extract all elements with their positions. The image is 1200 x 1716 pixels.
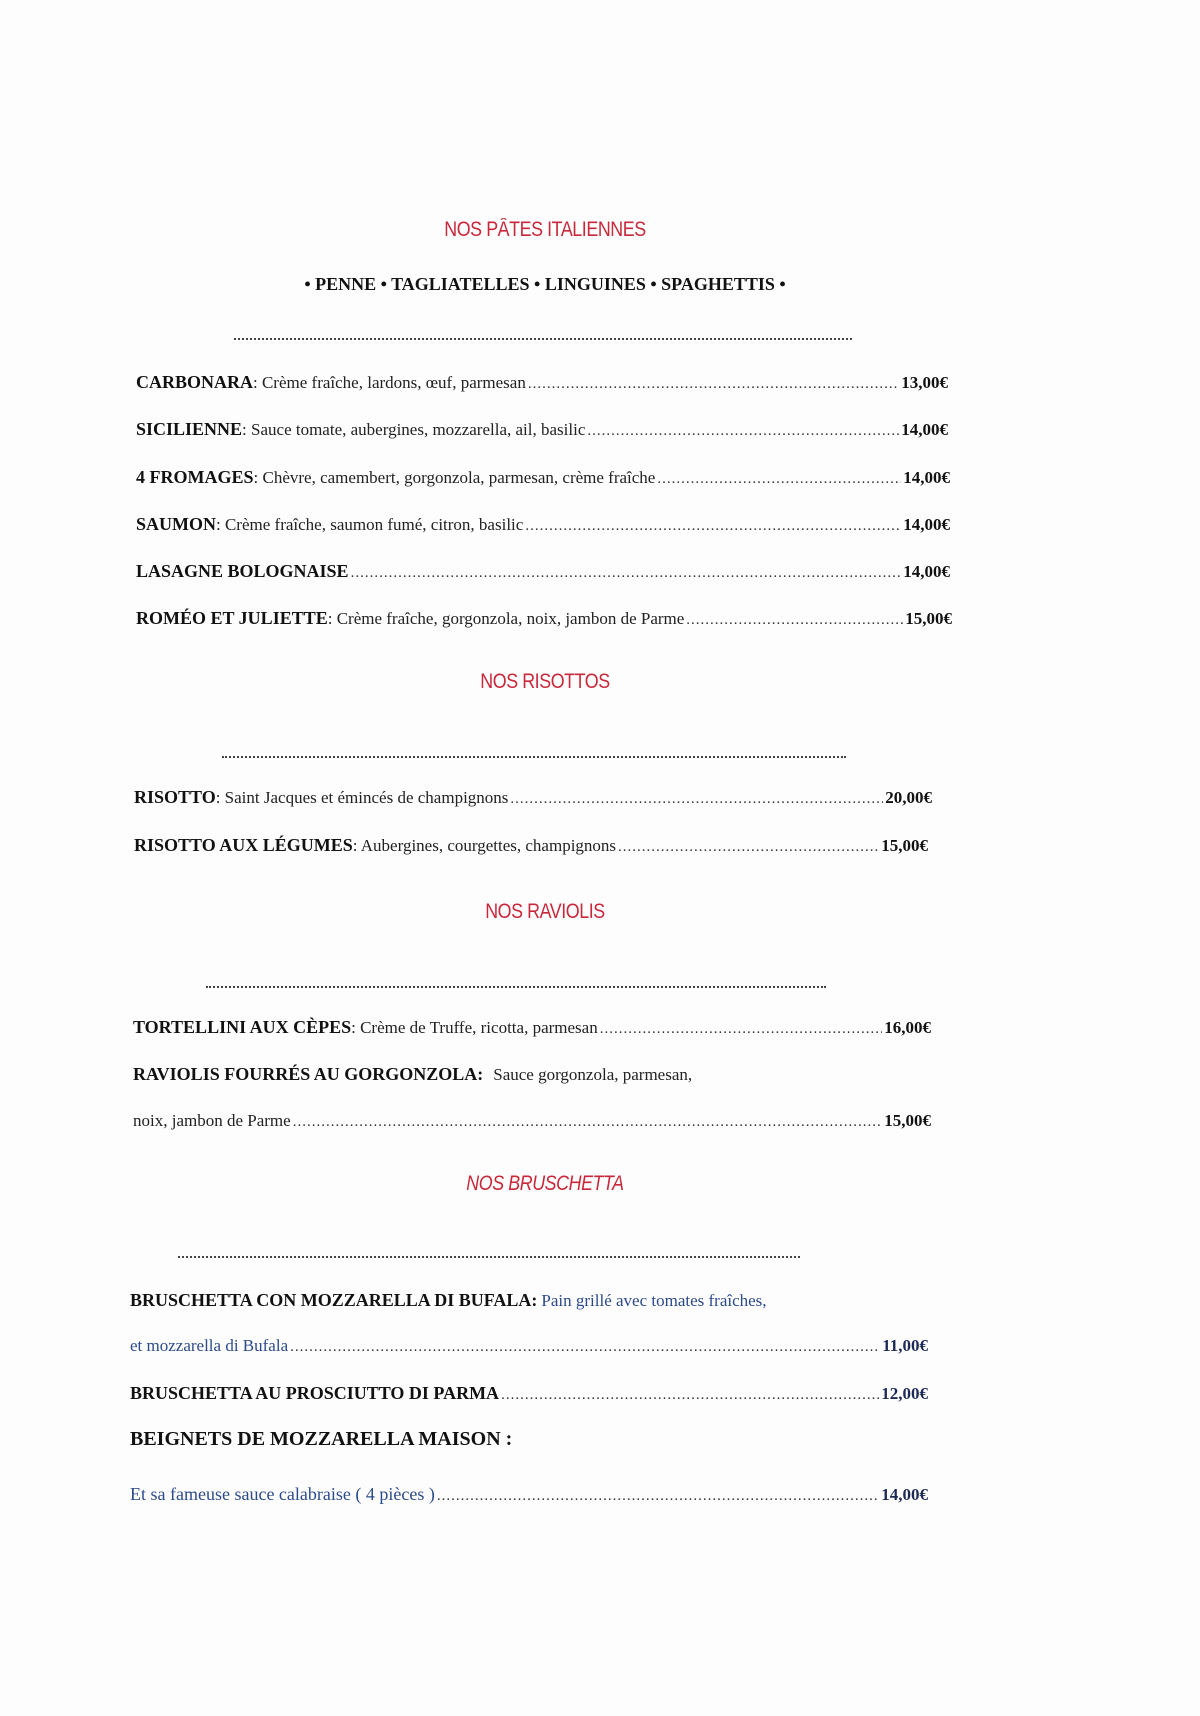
item-desc: : Saint Jacques et émincés de champignons <box>215 788 509 807</box>
dot-leader <box>510 791 883 808</box>
menu-item-tortellini <box>133 1017 931 1038</box>
menu-item-bruschetta-prosciutto <box>130 1383 928 1404</box>
item-price: 15,00€ <box>881 836 928 855</box>
item-price: 14,00€ <box>903 468 950 487</box>
item-desc: : Crème fraîche, saumon fumé, citron, basilic <box>216 515 524 534</box>
item-price: 14,00€ <box>881 1485 928 1504</box>
item-desc: Et sa fameuse sauce calabraise ( 4 pièces ) <box>130 1484 435 1504</box>
dot-leader <box>618 839 879 856</box>
item-desc: : Sauce tomate, aubergines, mozzarella, ail, basilic <box>242 420 586 439</box>
item-name: SAUMON <box>136 514 216 534</box>
item-name: RISOTTO AUX LÉGUMES <box>134 835 353 855</box>
item-price: 14,00€ <box>901 420 948 439</box>
item-name: CARBONARA <box>136 372 253 392</box>
dotted-separator <box>206 986 826 988</box>
item-price: 15,00€ <box>884 1111 931 1130</box>
pasta-types-subtitle: • PENNE • TAGLIATELLES • LINGUINES • SPAGHETTIS • <box>304 274 786 294</box>
item-desc: : Crème fraîche, lardons, œuf, parmesan <box>253 373 526 392</box>
item-price: 12,00€ <box>881 1384 928 1403</box>
dot-leader <box>528 376 899 393</box>
item-name: RAVIOLIS FOURRÉS AU GORGONZOLA: <box>133 1064 484 1084</box>
menu-item-lasagne <box>136 561 950 582</box>
dot-leader <box>587 423 899 440</box>
section-title-bruschetta: NOS BRUSCHETTA <box>466 1172 624 1195</box>
item-name: LASAGNE BOLOGNAISE <box>136 561 349 581</box>
dotted-separator <box>222 756 846 758</box>
item-price: 20,00€ <box>885 788 932 807</box>
item-price: 11,00€ <box>882 1336 928 1355</box>
menu-item-carbonara <box>136 372 948 393</box>
item-desc: : Crème de Truffe, ricotta, parmesan <box>351 1018 598 1037</box>
menu-item-raviolis-gorgonzola-line2 <box>133 1111 931 1131</box>
item-name: BRUSCHETTA AU PROSCIUTTO DI PARMA <box>130 1383 500 1403</box>
menu-item-romeo-juliette <box>136 608 952 629</box>
item-price: 14,00€ <box>903 515 950 534</box>
item-desc: : Chèvre, camembert, gorgonzola, parmesan, crème fraîche <box>253 468 656 487</box>
dot-leader <box>657 471 901 488</box>
item-price: 16,00€ <box>884 1018 931 1037</box>
menu-item-sicilienne <box>136 419 948 440</box>
item-price: 14,00€ <box>903 562 950 581</box>
dot-leader <box>686 612 903 629</box>
item-name: RISOTTO <box>134 787 216 807</box>
dot-leader <box>525 518 901 535</box>
item-name: TORTELLINI AUX CÈPES <box>133 1017 352 1037</box>
item-name: SICILIENNE <box>136 419 243 439</box>
item-desc: : Crème fraîche, gorgonzola, noix, jambon de Parme <box>327 609 685 628</box>
menu-item-bruschetta-bufala <box>130 1290 950 1311</box>
item-desc: Sauce gorgonzola, parmesan, <box>493 1065 693 1084</box>
dot-leader <box>437 1488 879 1505</box>
section-title-pates: NOS PÂTES ITALIENNES <box>444 218 646 241</box>
dot-leader <box>293 1114 883 1131</box>
dot-leader <box>501 1387 879 1404</box>
menu-item-beignets-mozzarella <box>130 1484 928 1505</box>
item-price: 13,00€ <box>901 373 948 392</box>
menu-item-risotto <box>134 787 932 808</box>
item-name: 4 FROMAGES <box>136 467 254 487</box>
menu-item-raviolis-gorgonzola <box>133 1064 933 1085</box>
dotted-separator <box>178 1256 800 1258</box>
beignets-mozzarella-title: BEIGNETS DE MOZZARELLA MAISON : <box>130 1428 513 1450</box>
dot-leader <box>351 565 902 582</box>
dot-leader <box>600 1021 883 1038</box>
section-title-risottos: NOS RISOTTOS <box>480 670 610 693</box>
menu-item-saumon <box>136 514 950 535</box>
section-title-raviolis: NOS RAVIOLIS <box>485 900 605 923</box>
item-desc-continued: noix, jambon de Parme <box>133 1111 291 1130</box>
dotted-separator <box>234 338 852 340</box>
menu-item-risotto-legumes <box>134 835 928 856</box>
item-price: 15,00€ <box>905 609 952 628</box>
item-desc-continued: et mozzarella di Bufala <box>130 1336 289 1355</box>
dot-leader <box>290 1339 880 1356</box>
item-name: ROMÉO ET JULIETTE <box>136 608 328 628</box>
menu-item-4-fromages <box>136 467 950 488</box>
menu-item-bruschetta-bufala-line2 <box>130 1336 928 1356</box>
item-desc: Pain grillé avec tomates fraîches, <box>541 1291 767 1310</box>
item-name: BRUSCHETTA CON MOZZARELLA DI BUFALA: <box>130 1290 538 1310</box>
item-desc: : Aubergines, courgettes, champignons <box>352 836 617 855</box>
